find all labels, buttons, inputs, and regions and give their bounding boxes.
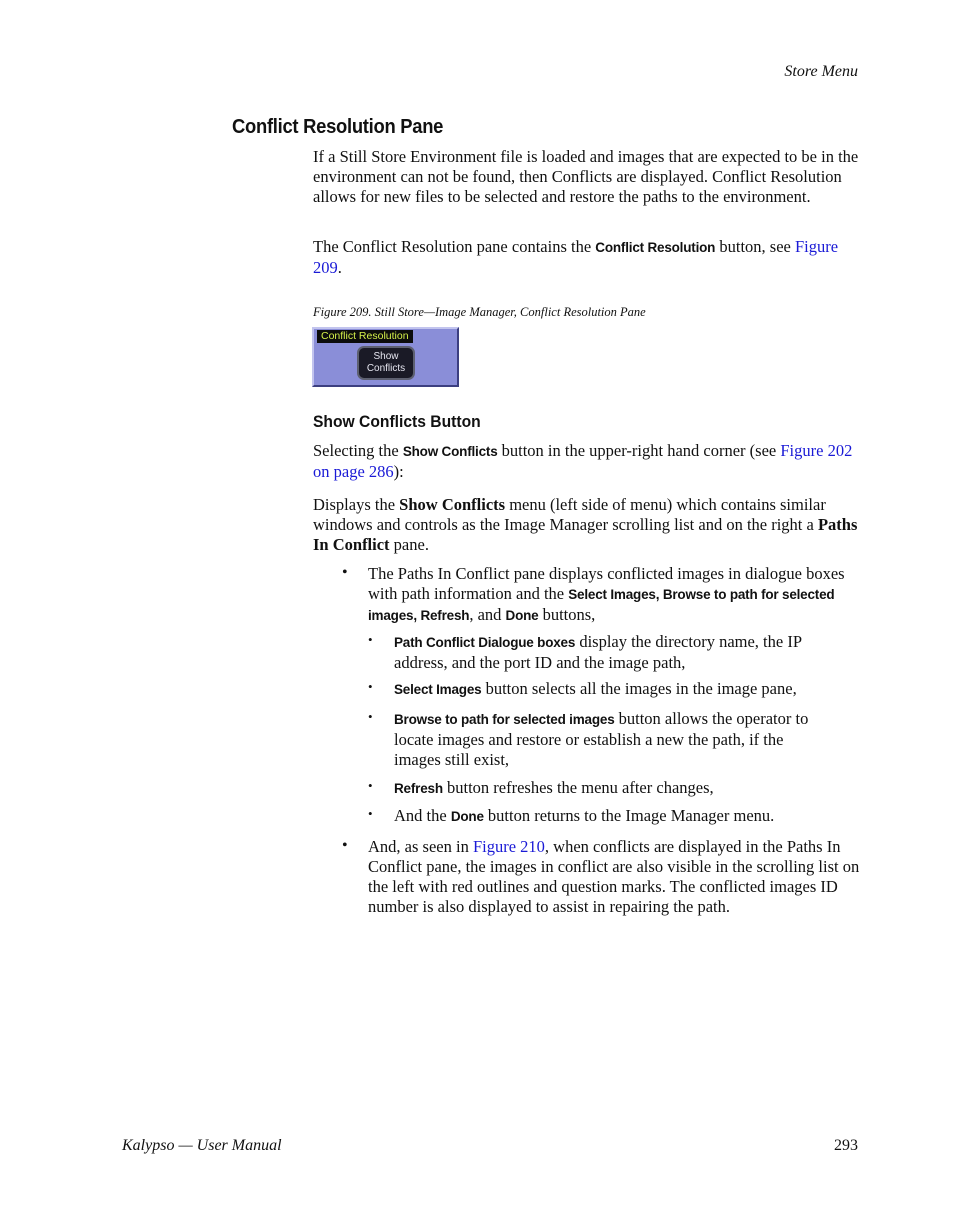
bullet: • bbox=[368, 806, 373, 821]
figure-caption: Figure 209. Still Store—Image Manager, Conflict Resolution Pane bbox=[313, 305, 646, 319]
text: And the bbox=[394, 806, 451, 825]
ui-term: Done bbox=[450, 809, 484, 824]
para-selecting bbox=[313, 441, 860, 482]
bullet: • bbox=[368, 709, 373, 724]
ui-term: Browse to path for selected images bbox=[368, 587, 835, 623]
bold-term: Paths In Conflict bbox=[313, 515, 858, 554]
text: And, as seen in bbox=[368, 837, 473, 856]
text: button in the upper-right hand corner (see bbox=[497, 441, 781, 460]
bullet: • bbox=[368, 632, 373, 647]
section-title: Conflict Resolution Pane bbox=[232, 116, 444, 138]
list-item-text bbox=[368, 564, 860, 626]
bullet: • bbox=[368, 679, 373, 694]
text: . bbox=[337, 258, 342, 277]
button-label-line1: Show bbox=[373, 351, 399, 362]
para-pane-contents bbox=[313, 237, 860, 278]
text: Selecting the bbox=[313, 441, 403, 460]
text: button allows the operator to locate images and restore or establish a new the path, if the images still exist, bbox=[394, 709, 809, 769]
ui-term: Refresh bbox=[394, 781, 443, 796]
text: , and bbox=[469, 605, 506, 624]
bullet: • bbox=[342, 564, 348, 581]
para-conflicts: If a Still Store Environment file is loaded and images that are expected to be in the environment can not be found, then Conflicts are displayed. Conflict Resolution allows for new files to be selected and restore the paths to the environment. bbox=[313, 147, 859, 206]
button-label-line2: Conflicts bbox=[366, 363, 406, 374]
text: The Conflict Resolution pane contains the bbox=[313, 237, 596, 256]
show-conflicts-button[interactable] bbox=[357, 346, 415, 380]
footer-manual-title: Kalypso — User Manual bbox=[122, 1137, 282, 1154]
conflict-resolution-pane-figure bbox=[312, 327, 459, 387]
running-header: Store Menu bbox=[784, 63, 858, 80]
ui-term: Select Images bbox=[394, 682, 482, 697]
subsection-title: Show Conflicts Button bbox=[313, 412, 481, 431]
figure-link[interactable]: Figure 202 on page 286 bbox=[313, 441, 853, 481]
sub-list-item-text bbox=[394, 709, 834, 770]
text: display the directory name, the IP address, and the port ID and the image path, bbox=[394, 632, 802, 672]
list-item-text bbox=[368, 837, 860, 917]
bullet: • bbox=[368, 778, 373, 793]
ui-sep: , bbox=[655, 587, 663, 602]
intro-paragraph bbox=[313, 147, 860, 207]
text: button refreshes the menu after changes, bbox=[442, 778, 714, 797]
pane-label: Conflict Resolution bbox=[317, 330, 413, 343]
bold-term: Show Conflicts bbox=[399, 495, 506, 514]
text: pane. bbox=[389, 535, 429, 554]
sub-list-item-text bbox=[394, 632, 834, 673]
text: menu (left side of menu) which contains similar windows and controls as the Image Manager scrolling list and on the right a bbox=[313, 495, 826, 534]
ui-term: Browse to path for selected images bbox=[394, 712, 615, 727]
text: buttons, bbox=[538, 605, 596, 624]
figure-link[interactable]: Figure 210 bbox=[472, 837, 545, 856]
ui-term: Conflict Resolution bbox=[595, 240, 716, 255]
text: button selects all the images in the image pane, bbox=[481, 679, 797, 698]
figure-link[interactable]: Figure 209 bbox=[313, 237, 839, 277]
page-number: 293 bbox=[834, 1137, 858, 1154]
ui-term: Done bbox=[505, 608, 539, 623]
text: button, see bbox=[715, 237, 795, 256]
sub-list-item-text bbox=[394, 778, 834, 799]
text: , when conflicts are displayed in the Paths In Conflict pane, the images in conflict are also visible in the scrolling list on the left with red outlines and question marks. The conflicted images ID number is also displayed to assist in repairing the path. bbox=[368, 837, 860, 916]
sub-list-item-text bbox=[394, 806, 834, 827]
ui-term: Path Conflict Dialogue boxes bbox=[394, 635, 576, 650]
bullet: • bbox=[342, 837, 348, 854]
para-displays bbox=[313, 495, 860, 555]
text: ): bbox=[393, 462, 404, 481]
ui-term: Select Images bbox=[568, 587, 656, 602]
text: button returns to the Image Manager menu. bbox=[483, 806, 775, 825]
text: Displays the bbox=[313, 495, 400, 514]
ui-term: Refresh bbox=[420, 608, 470, 623]
text: The Paths In Conflict pane displays conflicted images in dialogue boxes with path information and the bbox=[368, 564, 845, 603]
ui-term: Show Conflicts bbox=[402, 444, 498, 459]
sub-list-item-text bbox=[394, 679, 834, 700]
ui-sep: , bbox=[413, 608, 421, 623]
